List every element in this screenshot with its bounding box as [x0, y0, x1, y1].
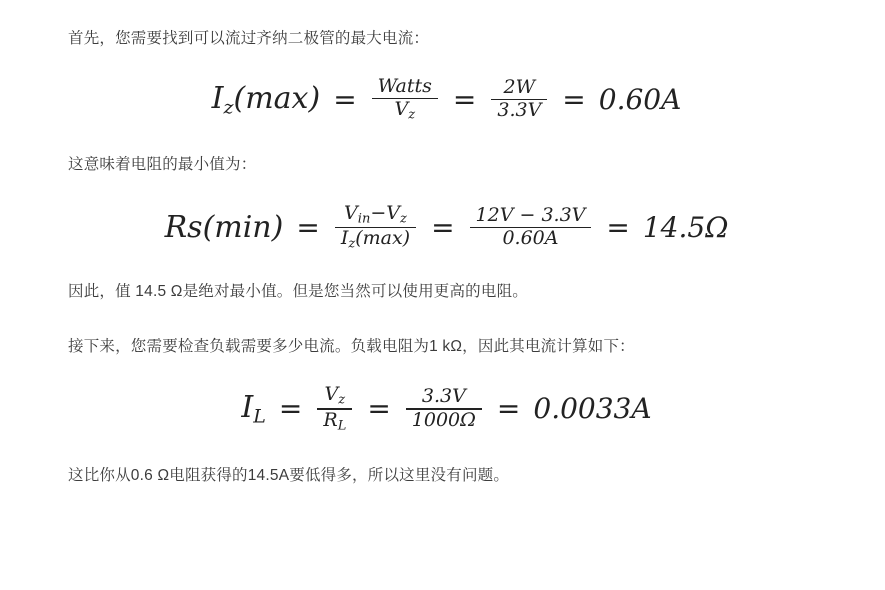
equals-sign: =	[278, 392, 303, 426]
fraction-denominator	[317, 410, 352, 433]
equals-sign: =	[333, 83, 357, 117]
equals-sign: =	[606, 210, 630, 244]
equation-lhs	[241, 390, 265, 427]
subscript-in: in	[357, 210, 371, 226]
symbol-I: I	[340, 226, 349, 249]
subscript-L: L	[337, 417, 347, 433]
fraction-33v-over-1000ohm	[406, 387, 482, 430]
argument-min: (min)	[202, 209, 284, 245]
equation-rs-min	[68, 201, 825, 252]
fraction-numerator: 12V − 3.3V	[475, 203, 586, 226]
subscript-z: z	[338, 392, 346, 408]
equation-content	[241, 385, 651, 432]
fraction-denominator	[388, 99, 421, 122]
fraction-watts-over-vz	[372, 77, 438, 122]
symbol-R: R	[323, 408, 338, 431]
fraction-numerator	[338, 201, 413, 227]
symbol-V: V	[324, 383, 339, 406]
subscript-z: z	[399, 210, 407, 226]
paragraph-conclusion: 这比你从0.6 Ω电阻获得的14.5A要低得多，所以这里没有问题。	[68, 466, 510, 484]
equation-content	[212, 77, 682, 122]
equals-sign: =	[452, 83, 477, 117]
paragraph-intro: 首先，您需要找到可以流过齐纳二极管的最大电流：	[68, 30, 430, 47]
subscript-z: z	[348, 236, 356, 252]
fraction-vz-over-rl	[317, 385, 352, 432]
fraction-numerator: 2W	[503, 76, 536, 99]
equals-sign: =	[296, 210, 320, 244]
equals-sign: =	[367, 392, 391, 426]
fraction-numerator: 3.3V	[421, 385, 466, 408]
symbol-V: V	[344, 201, 358, 224]
symbol-V: V	[386, 201, 400, 224]
equation-result: 0.60A	[598, 83, 682, 117]
fraction-denominator: 1000Ω	[411, 408, 476, 431]
fraction-numerator	[319, 385, 352, 408]
fraction-numerator: Watts	[377, 75, 432, 98]
equals-sign: =	[562, 83, 586, 117]
symbol-I: I	[241, 390, 254, 426]
argument-max: (max)	[233, 81, 321, 117]
argument-max: (max)	[355, 226, 411, 249]
equation-iz-max	[68, 77, 825, 122]
equals-sign: =	[431, 210, 455, 244]
subscript-L: L	[253, 405, 266, 428]
fraction-12v-minus-33v-over-060a	[470, 203, 592, 249]
subscript-z: z	[223, 96, 234, 119]
paragraph-min-resistance: 这意味着电阻的最小值为：	[68, 156, 257, 174]
fraction-denominator: 0.60A	[502, 226, 559, 249]
fraction-2w-over-33v	[491, 78, 547, 121]
symbol-V: V	[394, 98, 409, 121]
fraction-vin-minus-vz-over-iz-max	[335, 201, 416, 252]
equation-result: 14.5Ω	[642, 210, 729, 244]
equals-sign: =	[496, 392, 521, 426]
equation-il	[68, 385, 825, 432]
subscript-z: z	[408, 107, 416, 123]
paragraph-load-current: 接下来，您需要检查负载需要多少电流。负载电阻为1 kΩ，因此其电流计算如下：	[68, 338, 635, 356]
fraction-denominator: 3.3V	[497, 99, 542, 122]
paragraph-absolute-minimum: 因此，值 14.5 Ω是绝对最小值。但是您当然可以使用更高的电阻。	[68, 282, 528, 300]
equation-lhs	[165, 210, 284, 245]
symbol-Rs: Rs	[164, 209, 203, 245]
symbol-I: I	[211, 81, 224, 117]
minus-sign: −	[370, 201, 387, 224]
equation-lhs	[212, 81, 321, 118]
equation-result: 0.0033A	[533, 392, 652, 426]
fraction-denominator	[335, 228, 416, 251]
equation-content	[164, 201, 729, 252]
